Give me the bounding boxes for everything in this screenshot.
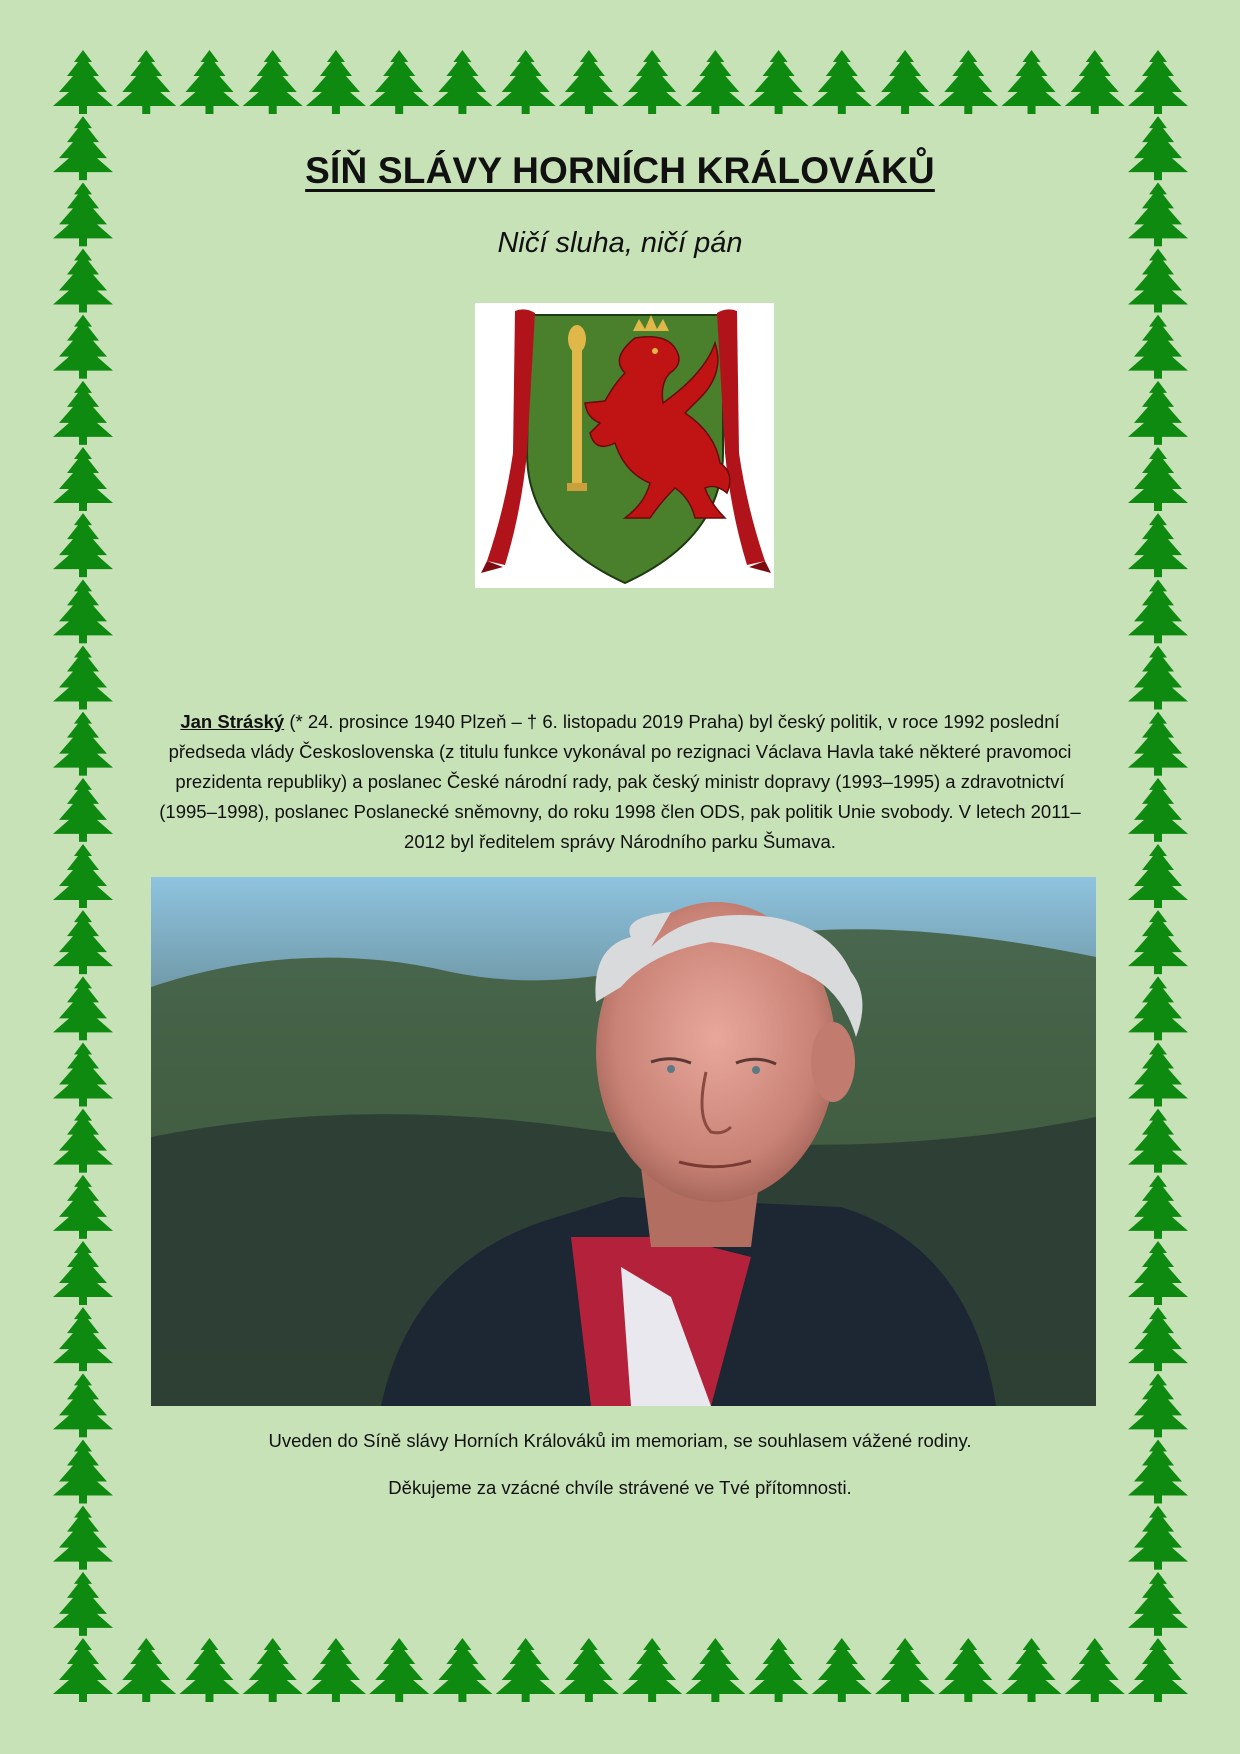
portrait-photo-icon bbox=[151, 877, 1096, 1406]
tree-icon bbox=[53, 1373, 113, 1437]
tree-icon bbox=[559, 1638, 619, 1702]
tree-icon bbox=[1128, 447, 1188, 511]
tree-icon bbox=[53, 910, 113, 974]
tree-icon bbox=[306, 50, 366, 114]
tree-icon bbox=[1128, 513, 1188, 577]
tree-icon bbox=[1065, 1638, 1125, 1702]
motto: Ničí sluha, ničí pán bbox=[497, 227, 743, 259]
tree-icon bbox=[1128, 1572, 1188, 1636]
tree-icon bbox=[685, 50, 745, 114]
tree-icon bbox=[369, 50, 429, 114]
tree-icon bbox=[53, 1043, 113, 1107]
tree-icon bbox=[1128, 1506, 1188, 1570]
tree-icon bbox=[938, 1638, 998, 1702]
tree-icon bbox=[53, 976, 113, 1040]
tree-icon bbox=[1128, 50, 1188, 114]
biography-paragraph bbox=[150, 707, 1090, 857]
thanks-caption: Děkujeme za vzácné chvíle strávené ve Tvé přítomnosti. bbox=[388, 1477, 852, 1498]
tree-icon bbox=[1128, 778, 1188, 842]
tree-icon bbox=[53, 1638, 113, 1702]
tree-icon bbox=[622, 1638, 682, 1702]
tree-icon bbox=[1128, 315, 1188, 379]
tree-row bbox=[53, 50, 1188, 1702]
tree-icon bbox=[812, 50, 872, 114]
tree-icon bbox=[622, 50, 682, 114]
tree-icon bbox=[685, 1638, 745, 1702]
tree-icon bbox=[1128, 1638, 1188, 1702]
tree-icon bbox=[53, 844, 113, 908]
tree-icon bbox=[53, 778, 113, 842]
tree-icon bbox=[53, 1572, 113, 1636]
tree-icon bbox=[1128, 646, 1188, 710]
biography-text: (* 24. prosince 1940 Plzeň – † 6. listopadu 2019 Praha) byl český politik, v roce 1992 poslední předseda vlády Československa (z titulu funkce vykonával po rezignaci Václava Havla také některé pravomoci prezidenta republiky) a poslanec České národní rady, pak český ministr dopravy (1993–1995) a zdravotnictví (1995–1998), poslanec Poslanecké sněmovny, do roku 1998 člen ODS, pak politik Unie svobody. V letech 2011–2012 byl ředitelem správy Národního parku Šumava. bbox=[159, 711, 1081, 852]
tree-icon bbox=[1128, 1307, 1188, 1371]
tree-icon bbox=[1128, 1109, 1188, 1173]
tree-icon bbox=[1128, 1241, 1188, 1305]
tree-icon bbox=[243, 1638, 303, 1702]
tree-icon bbox=[1128, 579, 1188, 643]
tree-icon bbox=[53, 50, 113, 114]
tree-icon bbox=[243, 50, 303, 114]
tree-icon bbox=[53, 1109, 113, 1173]
tree-icon bbox=[1128, 381, 1188, 445]
person-name: Jan Stráský bbox=[180, 711, 285, 732]
tree-icon bbox=[53, 1307, 113, 1371]
tree-icon bbox=[53, 579, 113, 643]
tree-icon bbox=[1128, 1043, 1188, 1107]
tree-icon bbox=[116, 50, 176, 114]
tree-icon bbox=[116, 1638, 176, 1702]
tree-icon bbox=[53, 513, 113, 577]
portrait-photo bbox=[151, 877, 1096, 1406]
tree-icon bbox=[1065, 50, 1125, 114]
tree-icon bbox=[1128, 712, 1188, 776]
tree-icon bbox=[749, 50, 809, 114]
tree-icon bbox=[432, 50, 492, 114]
tree-icon bbox=[749, 1638, 809, 1702]
tree-icon bbox=[53, 381, 113, 445]
page-title: SÍŇ SLÁVY HORNÍCH KRÁLOVÁKŮ bbox=[305, 150, 935, 191]
coat-of-arms-lion-icon bbox=[475, 303, 774, 588]
tree-icon bbox=[875, 50, 935, 114]
induction-caption: Uveden do Síně slávy Horních Králováků im memoriam, se souhlasem vážené rodiny. bbox=[268, 1430, 972, 1451]
tree-icon bbox=[53, 1506, 113, 1570]
tree-icon bbox=[369, 1638, 429, 1702]
tree-icon bbox=[53, 315, 113, 379]
tree-icon bbox=[1128, 844, 1188, 908]
tree-icon bbox=[496, 50, 556, 114]
tree-icon bbox=[938, 50, 998, 114]
tree-icon bbox=[559, 50, 619, 114]
tree-icon bbox=[432, 1638, 492, 1702]
tree-icon bbox=[179, 50, 239, 114]
tree-icon bbox=[53, 1175, 113, 1239]
tree-icon bbox=[812, 1638, 872, 1702]
tree-icon bbox=[1128, 976, 1188, 1040]
tree-icon bbox=[1128, 1373, 1188, 1437]
tree-icon bbox=[875, 1638, 935, 1702]
tree-icon bbox=[496, 1638, 556, 1702]
coat-of-arms bbox=[475, 303, 774, 588]
tree-icon bbox=[1128, 910, 1188, 974]
tree-icon bbox=[53, 646, 113, 710]
tree-icon bbox=[53, 712, 113, 776]
tree-icon bbox=[53, 1241, 113, 1305]
tree-icon bbox=[1128, 1175, 1188, 1239]
tree-icon bbox=[1002, 1638, 1062, 1702]
tree-icon bbox=[1002, 50, 1062, 114]
tree-icon bbox=[53, 447, 113, 511]
tree-icon bbox=[306, 1638, 366, 1702]
tree-icon bbox=[179, 1638, 239, 1702]
